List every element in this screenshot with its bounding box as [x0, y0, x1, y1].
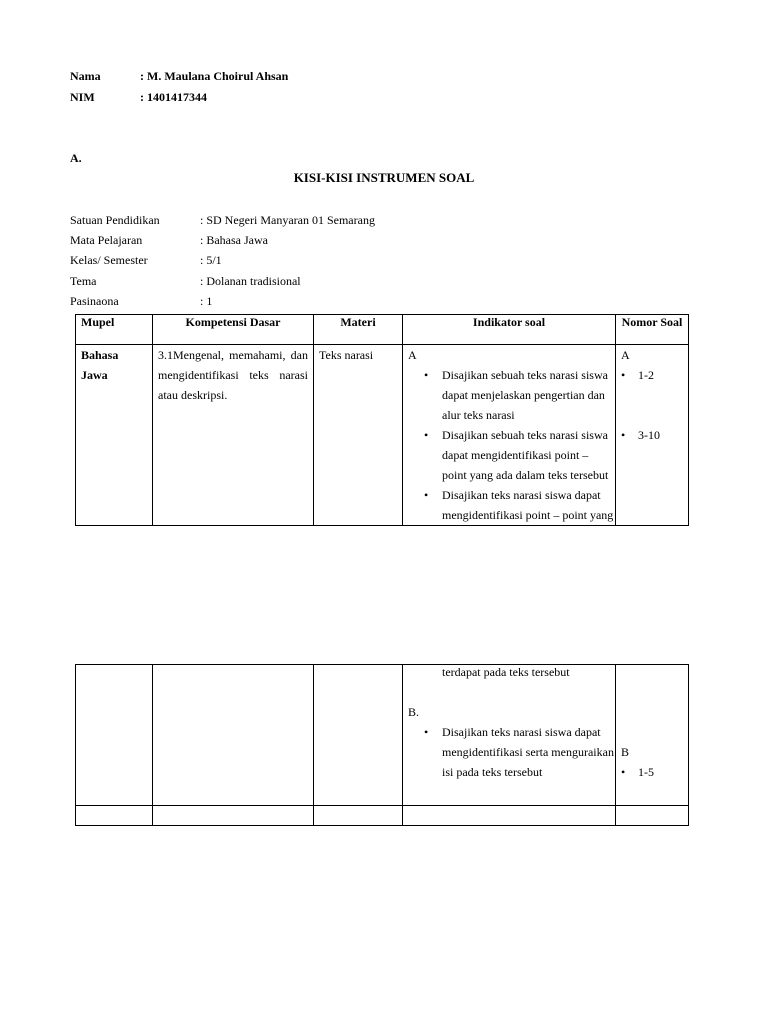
nim-label: NIM: [70, 90, 95, 104]
info-label-mapel: Mata Pelajaran: [70, 233, 143, 247]
info-label-tema: Tema: [70, 274, 97, 288]
bullet-icon: •: [424, 725, 429, 739]
kd-line: mengidentifikasi teks narasi: [158, 368, 308, 382]
nomor-item: • 1-5: [616, 762, 688, 782]
nomor-section-b: B: [621, 745, 630, 759]
kisi-kisi-table: [75, 314, 689, 526]
info-value-satuan: : SD Negeri Manyaran 01 Semarang: [200, 213, 375, 227]
bullet-icon: •: [621, 368, 626, 382]
indikator-section-a: A: [408, 348, 417, 362]
kd-line: atau deskripsi.: [158, 388, 228, 402]
indikator-item: • Disajikan sebuah teks narasi siswa dapat mengidentifikasi point – point yang ada dalam teks tersebut: [403, 425, 615, 485]
cell-mupel: Bahasa Jawa: [76, 345, 153, 526]
section-letter: A.: [70, 151, 82, 165]
bullet-icon: •: [424, 368, 429, 382]
header-indikator: Indikator soal: [403, 315, 616, 345]
table-row-empty: [76, 806, 689, 826]
info-value-pasinaona: : 1: [200, 294, 213, 308]
nim-value: : 1401417344: [140, 90, 207, 104]
header-materi: Materi: [314, 315, 403, 345]
info-label-kelas: Kelas/ Semester: [70, 253, 148, 267]
header-mupel: Mupel: [76, 315, 153, 345]
nama-label: Nama: [70, 69, 101, 83]
header-kd: Kompetensi Dasar: [153, 315, 314, 345]
header-nomor: Nomor Soal: [616, 315, 689, 345]
info-value-tema: : Dolanan tradisional: [200, 274, 301, 288]
nomor-section-a: A: [621, 348, 630, 362]
info-label-pasinaona: Pasinaona: [70, 294, 119, 308]
cell-nomor-cont: [616, 665, 689, 806]
info-value-kelas: : 5/1: [200, 253, 222, 267]
nama-value: : M. Maulana Choirul Ahsan: [140, 69, 289, 83]
nomor-item: • 1-2: [616, 365, 688, 385]
indikator-item: • Disajikan teks narasi siswa dapat mengidentifikasi point – point yang: [403, 485, 615, 525]
cell-materi: Teks narasi: [314, 345, 403, 526]
bullet-icon: •: [621, 428, 626, 442]
kisi-kisi-table-continued: [75, 664, 689, 826]
info-label-satuan: Satuan Pendidikan: [70, 213, 160, 227]
nomor-item: • 3-10: [616, 425, 688, 445]
cell-indikator-cont: [403, 665, 616, 806]
indikator-item: • Disajikan sebuah teks narasi siswa dapat menjelaskan pengertian dan alur teks narasi: [403, 365, 615, 425]
page-title: KISI-KISI INSTRUMEN SOAL: [293, 170, 475, 185]
cell-indikator: [403, 345, 616, 526]
indikator-cont-line: terdapat pada teks tersebut: [442, 665, 570, 679]
bullet-icon: •: [424, 428, 429, 442]
cell-kd: [153, 345, 314, 526]
bullet-icon: •: [424, 488, 429, 502]
kd-line: 3.1Mengenal, memahami, dan: [158, 348, 308, 362]
indikator-section-b: B.: [408, 705, 420, 719]
table-row: [76, 345, 689, 526]
table-header-row: [76, 315, 689, 345]
table-row: [76, 665, 689, 806]
indikator-item: • Disajikan teks narasi siswa dapat mengidentifikasi serta menguraikan isi pada teks tersebut: [403, 722, 615, 782]
cell-nomor: [616, 345, 689, 526]
info-value-mapel: : Bahasa Jawa: [200, 233, 268, 247]
bullet-icon: •: [621, 765, 626, 779]
